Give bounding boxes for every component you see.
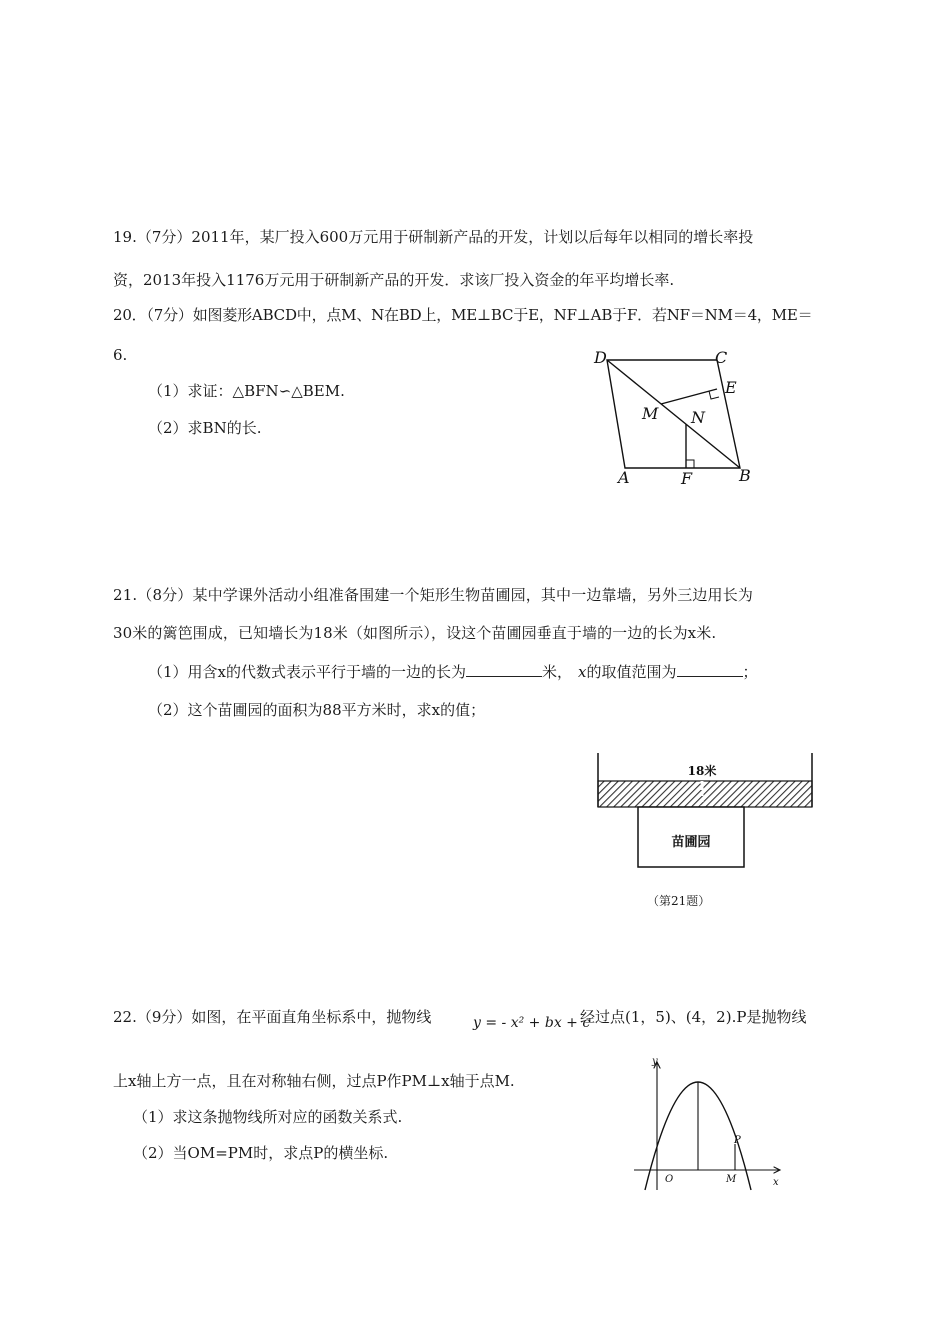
label-p: P: [734, 1135, 741, 1146]
q20-part2: （2）求BN的长.: [148, 419, 262, 437]
q22-line2: 上x轴上方一点，且在对称轴右侧，过点P作PM⊥x轴于点M.: [113, 1072, 515, 1090]
label-f: F: [681, 469, 693, 488]
label-y: y: [652, 1056, 658, 1067]
q19-line1: 19.（7分）2011年，某厂投入600万元用于研制新产品的开发，计划以后每年以相同的增长率投: [113, 228, 754, 246]
q21-line1: 21.（8分）某中学课外活动小组准备围建一个矩形生物苗圃园，其中一边靠墙，另外三边用长为: [113, 586, 754, 604]
q21-line2: 30米的篱笆围成，已知墙长为18米（如图所示），设这个苗圃园垂直于墙的一边的长为x米.: [113, 624, 717, 642]
label-b: B: [739, 466, 751, 485]
wall-length-label: 18米: [687, 764, 717, 778]
q22-part2: （2）当OM=PM时，求点P的横坐标.: [133, 1144, 389, 1162]
parabola-formula: y = - x² + bx + c: [473, 1015, 591, 1031]
q21-part2: （2）这个苗圃园的面积为88平方米时，求x的值；: [148, 701, 486, 719]
q21-part1-text-e: ；: [742, 663, 758, 681]
q22-line1-b: 经过点(1，5)、(4，2).P是抛物线: [580, 1008, 807, 1026]
label-m: M: [726, 1174, 737, 1185]
rhombus-figure: [585, 345, 760, 490]
q21-part1-text-d: 的取值范围为: [586, 663, 677, 681]
label-m: M: [642, 404, 659, 423]
garden-figure: [590, 745, 820, 875]
q22-part1: （1）求这条抛物线所对应的函数关系式.: [133, 1108, 403, 1126]
label-o: O: [665, 1174, 674, 1185]
label-e: E: [725, 378, 737, 397]
label-x: x: [773, 1177, 779, 1188]
q20-part1: （1）求证：△BFN∽△BEM.: [148, 382, 345, 400]
garden-label: 苗圃园: [671, 835, 711, 850]
wall-hatch: [598, 781, 812, 807]
q21-part1-text-a: （1）用含x的代数式表示平行于墙的一边的长为: [148, 663, 467, 681]
q21-part1: [148, 662, 758, 682]
q20-line1: 20．（7分）如图菱形ABCD中，点M、N在BD上，ME⊥BC于E，NF⊥AB于F．若NF＝NM＝4，ME＝: [113, 306, 813, 324]
answer-blank-2[interactable]: [677, 662, 743, 677]
q20-line2: 6.: [113, 346, 128, 364]
label-n: N: [691, 408, 705, 427]
label-d: D: [594, 348, 607, 367]
q22-line1-a: 22.（9分）如图，在平面直角坐标系中，抛物线: [113, 1008, 432, 1026]
answer-blank-1[interactable]: [466, 662, 542, 677]
parabola-figure: [630, 1052, 790, 1192]
q21-part1-var-x: x: [578, 663, 587, 681]
q19-line2: 资，2013年投入1176万元用于研制新产品的开发．求该厂投入资金的年平均增长率.: [113, 271, 675, 289]
label-a: A: [618, 468, 630, 487]
label-c: C: [715, 348, 728, 367]
figure-21-caption: （第21题）: [647, 894, 711, 908]
q21-part1-text-b: 米，: [542, 663, 573, 681]
